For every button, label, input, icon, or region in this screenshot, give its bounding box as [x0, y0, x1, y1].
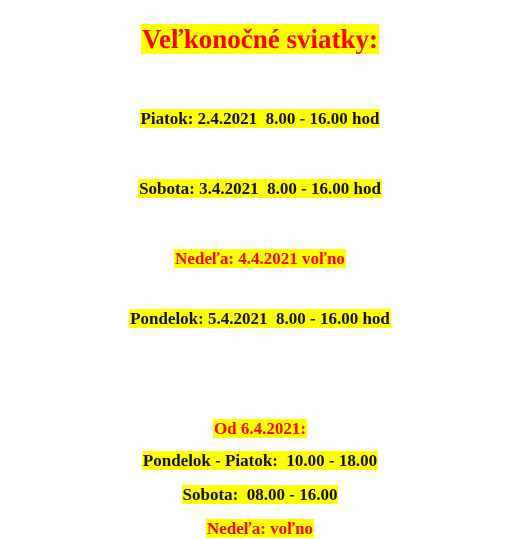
regular-weekdays-text: Pondelok - Piatok: 10.00 - 18.00 [142, 451, 378, 470]
holiday-line-friday [0, 90, 512, 129]
holiday-saturday-text: Sobota: 3.4.2021 8.00 - 16.00 hod [139, 179, 381, 198]
holiday-sunday-text: Nedeľa: 4.4.2021 voľno [175, 249, 345, 268]
notice-title: Veľkonočné sviatky: [142, 24, 378, 54]
regular-saturday-text: Sobota: 08.00 - 16.00 [182, 485, 338, 504]
holiday-line-sunday [0, 230, 512, 269]
regular-line-sunday [0, 500, 512, 539]
notice-title-line [0, 6, 512, 54]
regular-hours-heading: Od 6.4.2021: [213, 419, 307, 438]
holiday-monday-text: Pondelok: 5.4.2021 8.00 - 16.00 hod [130, 309, 390, 328]
regular-sunday-text: Nedeľa: voľno [206, 519, 314, 538]
holiday-friday-text: Piatok: 2.4.2021 8.00 - 16.00 hod [140, 109, 380, 128]
holiday-line-monday [0, 290, 512, 329]
holiday-line-saturday [0, 160, 512, 199]
